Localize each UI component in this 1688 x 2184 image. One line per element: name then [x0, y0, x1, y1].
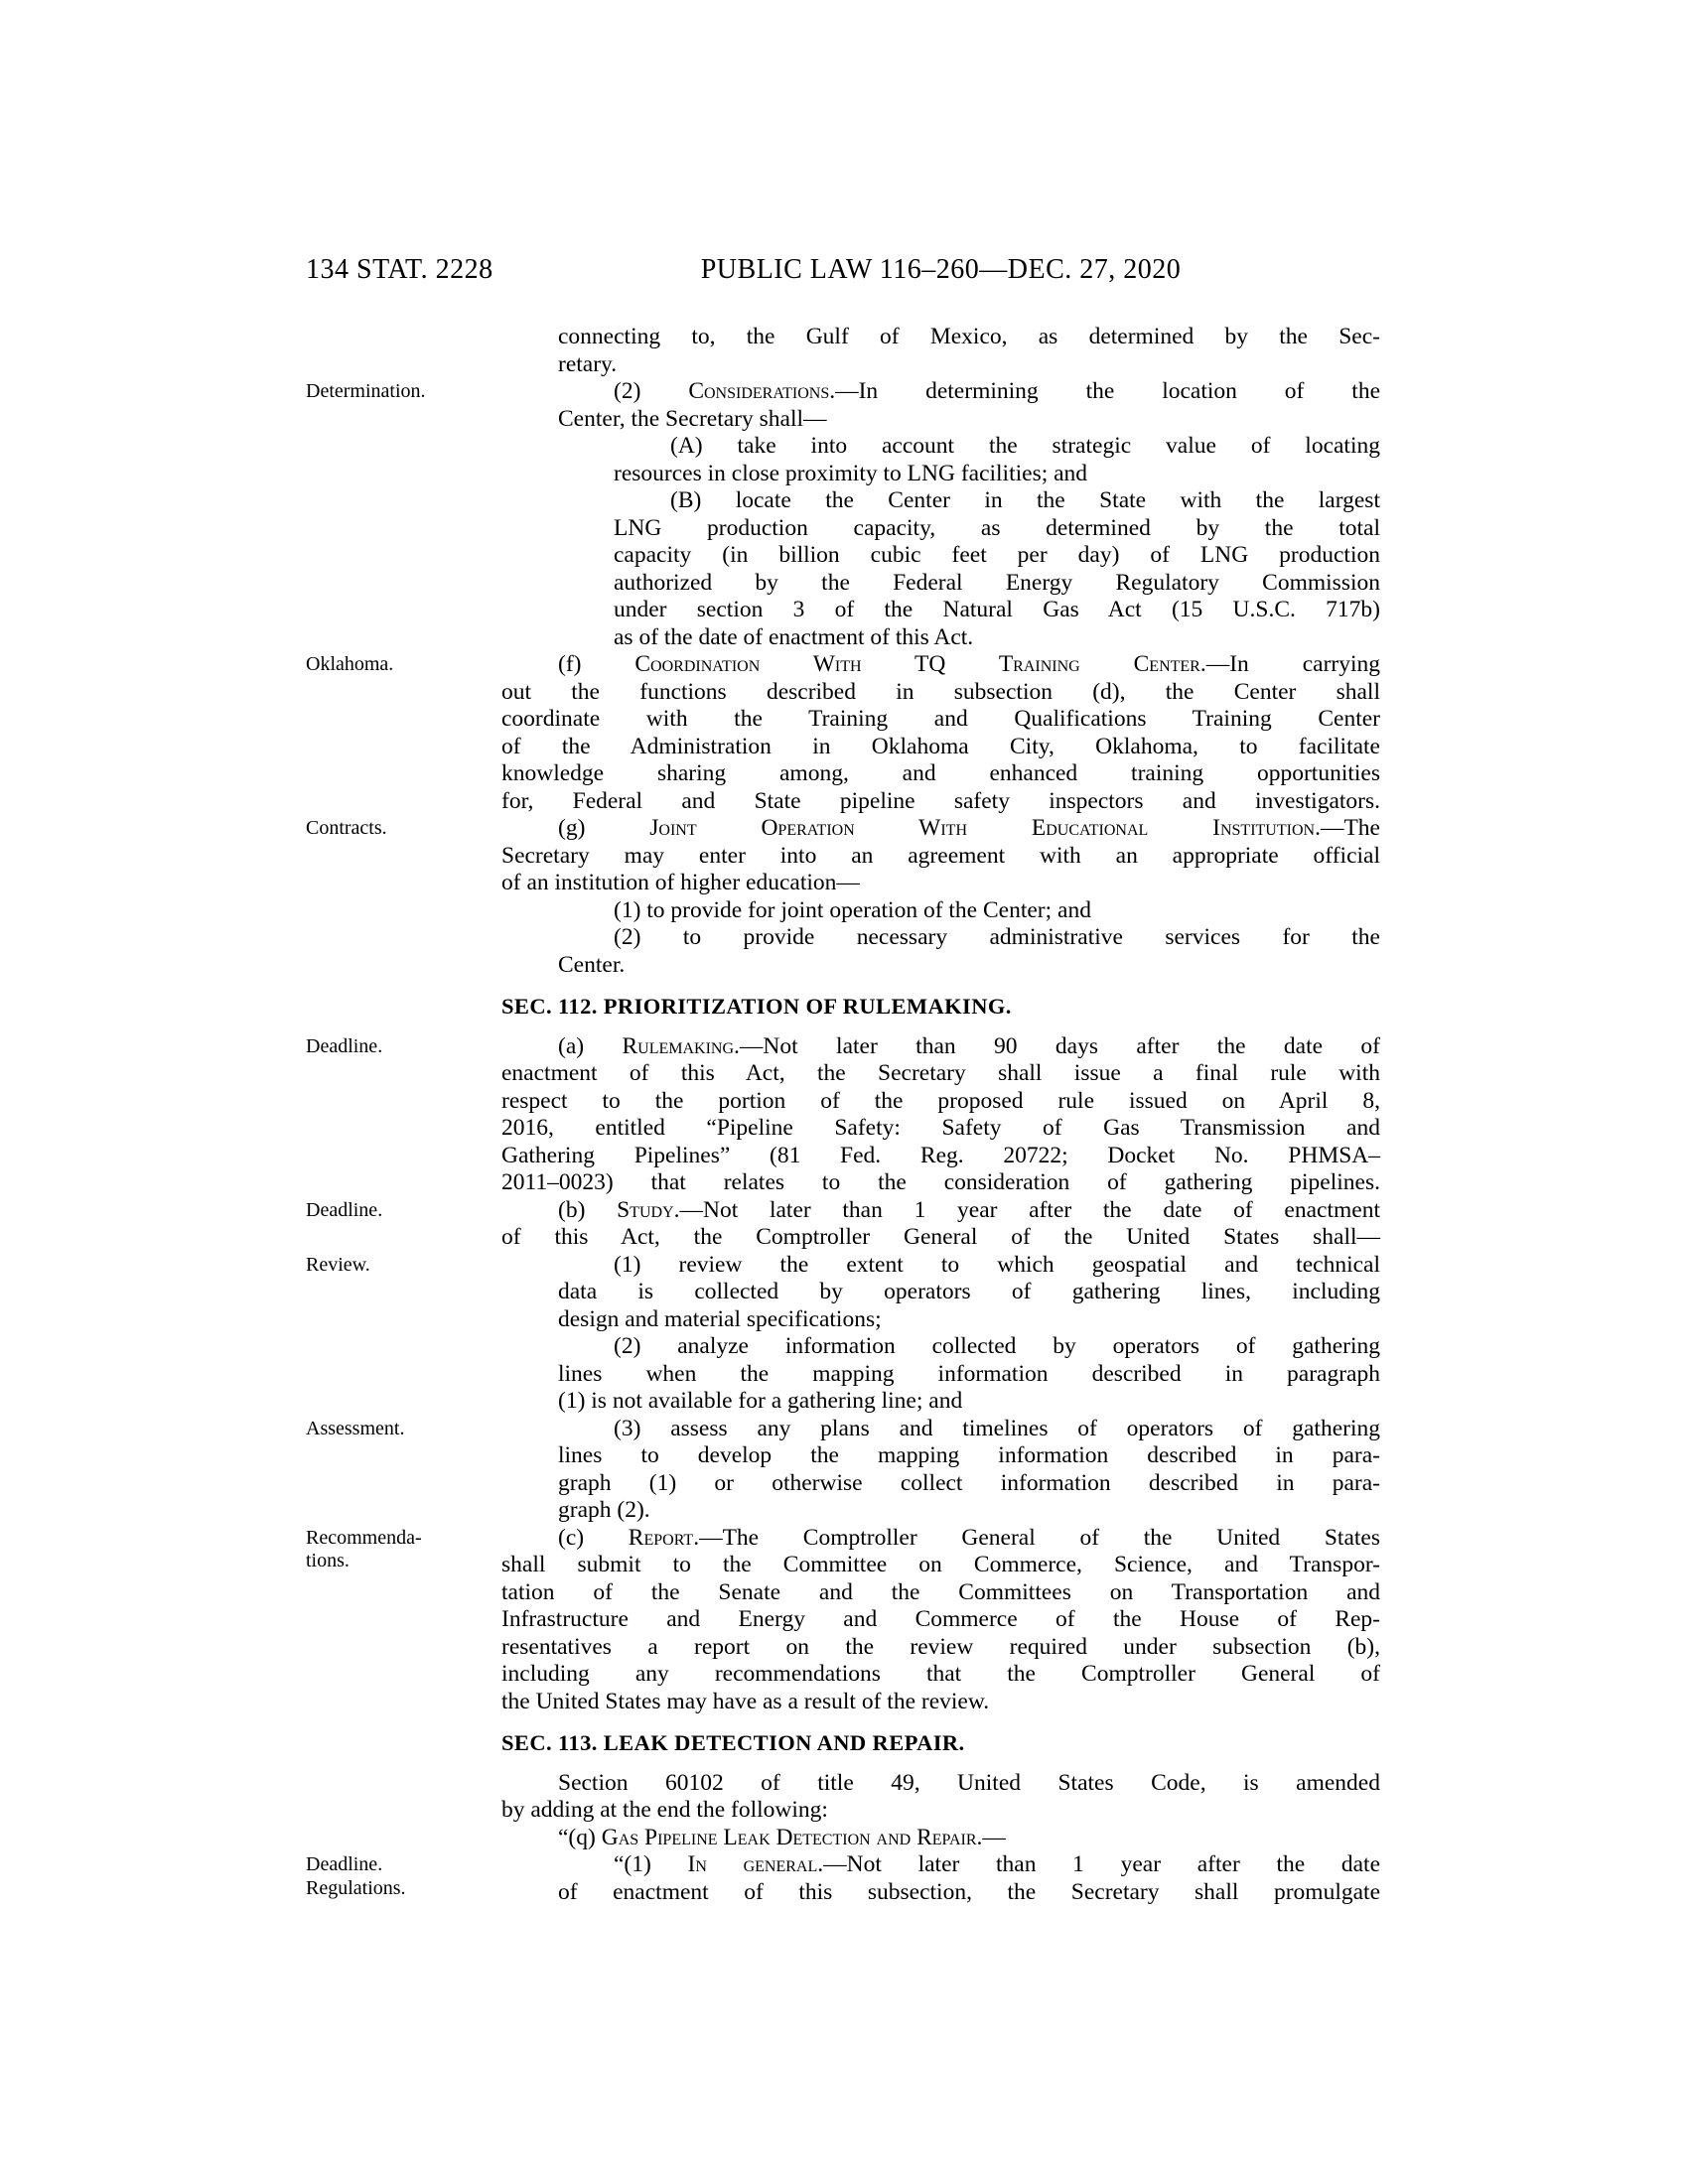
body-line [501, 734, 1380, 761]
running-head-law-title: PUBLIC LAW 116–260—DEC. 27, 2020 [700, 254, 1182, 285]
smallcaps-run: Coordination With TQ Training Center [634, 651, 1200, 677]
body-line [501, 1470, 1380, 1498]
body-line [501, 570, 1380, 598]
margin-note-line: tions. [306, 1550, 350, 1571]
body-line [501, 1634, 1380, 1662]
body-line [501, 1252, 1380, 1280]
body-line [501, 1224, 1380, 1252]
body-line [501, 760, 1380, 788]
text-run: (b) [558, 1196, 618, 1223]
body-paragraph [306, 1851, 1380, 1906]
body-line [501, 461, 1380, 488]
text-run: (g) [558, 815, 650, 841]
text-run: (A) take into account the strategic value of locating [670, 433, 1380, 459]
body-line [501, 1442, 1380, 1470]
smallcaps-run: Report [628, 1524, 694, 1551]
body-paragraph [501, 324, 1380, 378]
text-run: graph (1) or otherwise collect information described in para- [558, 1469, 1380, 1496]
margin-note-line: Contracts. [306, 817, 387, 839]
margin-note [306, 817, 490, 841]
text-run: resources in close proximity to LNG facilities; and [614, 460, 1088, 486]
body-paragraph [306, 1251, 1380, 1334]
body-line [501, 843, 1380, 871]
text-run: connecting to, the Gulf of Mexico, as determined by the Sec- [558, 324, 1380, 349]
margin-note-line: Review. [306, 1253, 370, 1276]
text-run: data is collected by operators of gathering lines, including [558, 1279, 1380, 1304]
text-run: lines when the mapping information described in paragraph [558, 1360, 1380, 1387]
text-run: (f) [558, 651, 635, 677]
body-paragraph [501, 924, 1380, 979]
body-paragraph [306, 1032, 1380, 1197]
body-paragraph [501, 487, 1380, 651]
text-run: .—Not later than 1 year after the date [817, 1851, 1380, 1877]
body-line [501, 624, 1380, 652]
body-line [501, 1361, 1380, 1389]
margin-note-line: Regulations. [306, 1876, 406, 1899]
body-line [501, 1770, 1380, 1798]
text-run: of this Act, the Comptroller General of the United States shall— [501, 1224, 1380, 1250]
text-run: (1) is not available for a gathering line; and [558, 1388, 963, 1414]
text-run: Infrastructure and Energy and Commerce of the House of Rep- [501, 1606, 1380, 1632]
text-run: knowledge sharing among, and enhanced training opportunities [501, 760, 1380, 786]
margin-note-line: Recommenda- [306, 1526, 422, 1549]
body-line [501, 1333, 1380, 1361]
body-line [501, 1851, 1380, 1879]
margin-note [306, 653, 490, 677]
text-run: design and material specifications; [558, 1305, 882, 1332]
smallcaps-run: Considerations [688, 378, 830, 404]
text-run: Secretary may enter into an agreement with an appropriate official [501, 842, 1380, 869]
body-line [501, 1169, 1380, 1197]
text-run: (B) locate the Center in the State with the largest [670, 487, 1380, 513]
body-line [501, 406, 1380, 434]
text-run: of enactment of this subsection, the Secretary shall promulgate [558, 1878, 1380, 1905]
text-run: .—The Comptroller General of the United States [693, 1524, 1380, 1551]
text-run: .—Not later than 90 days after the date of [734, 1032, 1380, 1059]
body-line [501, 952, 1380, 980]
margin-note [306, 1035, 490, 1059]
body-paragraph [306, 1196, 1380, 1252]
margin-note [306, 1254, 490, 1278]
text-run: 2011–0023) that relates to the consideration of gathering pipelines. [501, 1169, 1380, 1195]
body-paragraph [501, 897, 1380, 925]
text-run: (2) analyze information collected by operators of gathering [614, 1333, 1380, 1359]
smallcaps-run: In general [687, 1851, 818, 1877]
text-run: (1) review the extent to which geospatial and technical [614, 1251, 1380, 1278]
text-run: graph (2). [558, 1497, 650, 1523]
body-line [501, 1060, 1380, 1088]
section-heading: SEC. 112. PRIORITIZATION OF RULEMAKING. [501, 994, 1012, 1019]
body-line [501, 1279, 1380, 1306]
text-run: out the functions described in subsection (d), the Center shall [501, 678, 1380, 705]
body-line [501, 1879, 1380, 1907]
body-line [501, 1115, 1380, 1143]
text-run: Gathering Pipelines” (81 Fed. Reg. 20722; Docket No. PHMSA– [501, 1142, 1380, 1168]
text-run: by adding at the end the following: [501, 1797, 828, 1823]
body-line [501, 706, 1380, 734]
body-line [501, 1661, 1380, 1689]
body-line [501, 1579, 1380, 1607]
text-run: Section 60102 of title 49, United States Code, is amended [558, 1769, 1380, 1796]
body-line [501, 1388, 1380, 1416]
text-run: tation of the Senate and the Committees on Transportation and [501, 1578, 1380, 1605]
body-line [501, 1689, 1380, 1716]
text-run: respect to the portion of the proposed rule issued on April 8, [501, 1087, 1380, 1114]
text-run: of an institution of higher education— [501, 870, 860, 895]
body-line [501, 679, 1380, 707]
text-run: resentatives a report on the review required under subsection (b), [501, 1633, 1380, 1660]
body-line [501, 1197, 1380, 1225]
text-run: (a) [558, 1032, 623, 1059]
text-run: .—In determining the location of the [829, 378, 1381, 404]
body-paragraph [501, 433, 1380, 487]
text-run: (2) [614, 378, 689, 404]
smallcaps-run: Gas Pipeline Leak Detection and Repair [601, 1824, 977, 1850]
body-paragraph [501, 1333, 1380, 1416]
text-run: .—The [1315, 815, 1380, 841]
body-paragraph [306, 1524, 1380, 1716]
text-run: including any recommendations that the Comptroller General of [501, 1661, 1380, 1687]
margin-note-line: Oklahoma. [306, 653, 394, 675]
text-run: shall submit to the Committee on Commerce, Science, and Transpor- [501, 1552, 1380, 1577]
text-run: (2) to provide necessary administrative services for the [614, 924, 1380, 950]
margin-note-line: Deadline. [306, 1034, 383, 1057]
body-line [501, 324, 1380, 351]
smallcaps-run: Study [617, 1196, 674, 1223]
body-line [501, 815, 1380, 843]
text-run: enactment of this Act, the Secretary shall issue a final rule with [501, 1060, 1380, 1086]
text-run: .— [976, 1824, 1006, 1850]
body-line [501, 542, 1380, 570]
body-line [501, 1552, 1380, 1579]
body-line [501, 351, 1380, 379]
text-run: “(1) [614, 1851, 688, 1877]
text-run: for, Federal and State pipeline safety inspectors and investigators. [501, 787, 1380, 814]
body-line [501, 870, 1380, 897]
text-run: .—Not later than 1 year after the date of enactment [673, 1196, 1380, 1223]
body-line [501, 433, 1380, 461]
text-run: retary. [558, 350, 618, 377]
body-paragraph [306, 815, 1380, 897]
body-paragraph [306, 378, 1381, 433]
margin-note [306, 1199, 490, 1223]
margin-note-line: Determination. [306, 380, 426, 402]
body-line [501, 1525, 1380, 1553]
body-line [501, 1306, 1380, 1334]
margin-note-line: Deadline. [306, 1198, 383, 1221]
body-line [501, 378, 1380, 406]
text-run: capacity (in billion cubic feet per day) of LNG production [614, 542, 1380, 568]
body-line [501, 1088, 1380, 1116]
body-line [501, 1606, 1380, 1634]
body-line [501, 1797, 1380, 1825]
text-run: .—In carrying [1199, 651, 1380, 677]
body-paragraph [501, 1825, 1380, 1852]
text-run: under section 3 of the Natural Gas Act (15 U.S.C. 717b) [614, 597, 1380, 622]
text-run: Center, the Secretary shall— [558, 405, 827, 432]
body-paragraph [501, 1770, 1380, 1825]
body-line [501, 1416, 1380, 1443]
body-line [501, 1825, 1380, 1852]
body-line [501, 487, 1380, 515]
text-run: coordinate with the Training and Qualifications Training Center [501, 706, 1380, 732]
text-run: 2016, entitled “Pipeline Safety: Safety of Gas Transmission and [501, 1115, 1380, 1141]
statute-page-number: 134 STAT. 2228 [306, 254, 493, 285]
margin-note [306, 1527, 490, 1573]
text-run: (1) to provide for joint operation of the Center; and [614, 896, 1091, 923]
body-line [501, 788, 1380, 816]
body-line [501, 1143, 1380, 1170]
margin-note [306, 1853, 490, 1900]
body-line [501, 924, 1380, 952]
smallcaps-run: Joint Operation With Educational Institution [649, 815, 1316, 841]
section-heading: SEC. 113. LEAK DETECTION AND REPAIR. [501, 1730, 965, 1755]
margin-note [306, 1418, 490, 1441]
text-run: Center. [558, 951, 626, 978]
body-line [501, 515, 1380, 543]
body-paragraph [306, 1415, 1380, 1525]
text-run: of the Administration in Oklahoma City, Oklahoma, to facilitate [501, 733, 1380, 759]
text-run: (3) assess any plans and timelines of operators of gathering [614, 1415, 1380, 1441]
body-column [306, 324, 1381, 1906]
text-run: (c) [558, 1524, 629, 1551]
body-line [501, 597, 1380, 624]
body-line [501, 897, 1380, 925]
body-line [501, 1033, 1380, 1061]
smallcaps-run: Rulemaking [622, 1032, 735, 1059]
text-run: “(q) [558, 1824, 602, 1850]
text-run: as of the date of enactment of this Act. [614, 623, 974, 650]
body-line [501, 651, 1380, 679]
text-run: LNG production capacity, as determined by the total [614, 514, 1380, 541]
body-paragraph [306, 651, 1380, 815]
text-run: authorized by the Federal Energy Regulatory Commission [614, 569, 1380, 596]
margin-note [306, 380, 490, 404]
text-run: the United States may have as a result of the review. [501, 1688, 990, 1714]
body-line [501, 1497, 1380, 1525]
margin-note-line: Assessment. [306, 1417, 405, 1439]
margin-note-line: Deadline. [306, 1853, 383, 1875]
text-run: lines to develop the mapping information described in para- [558, 1442, 1380, 1468]
